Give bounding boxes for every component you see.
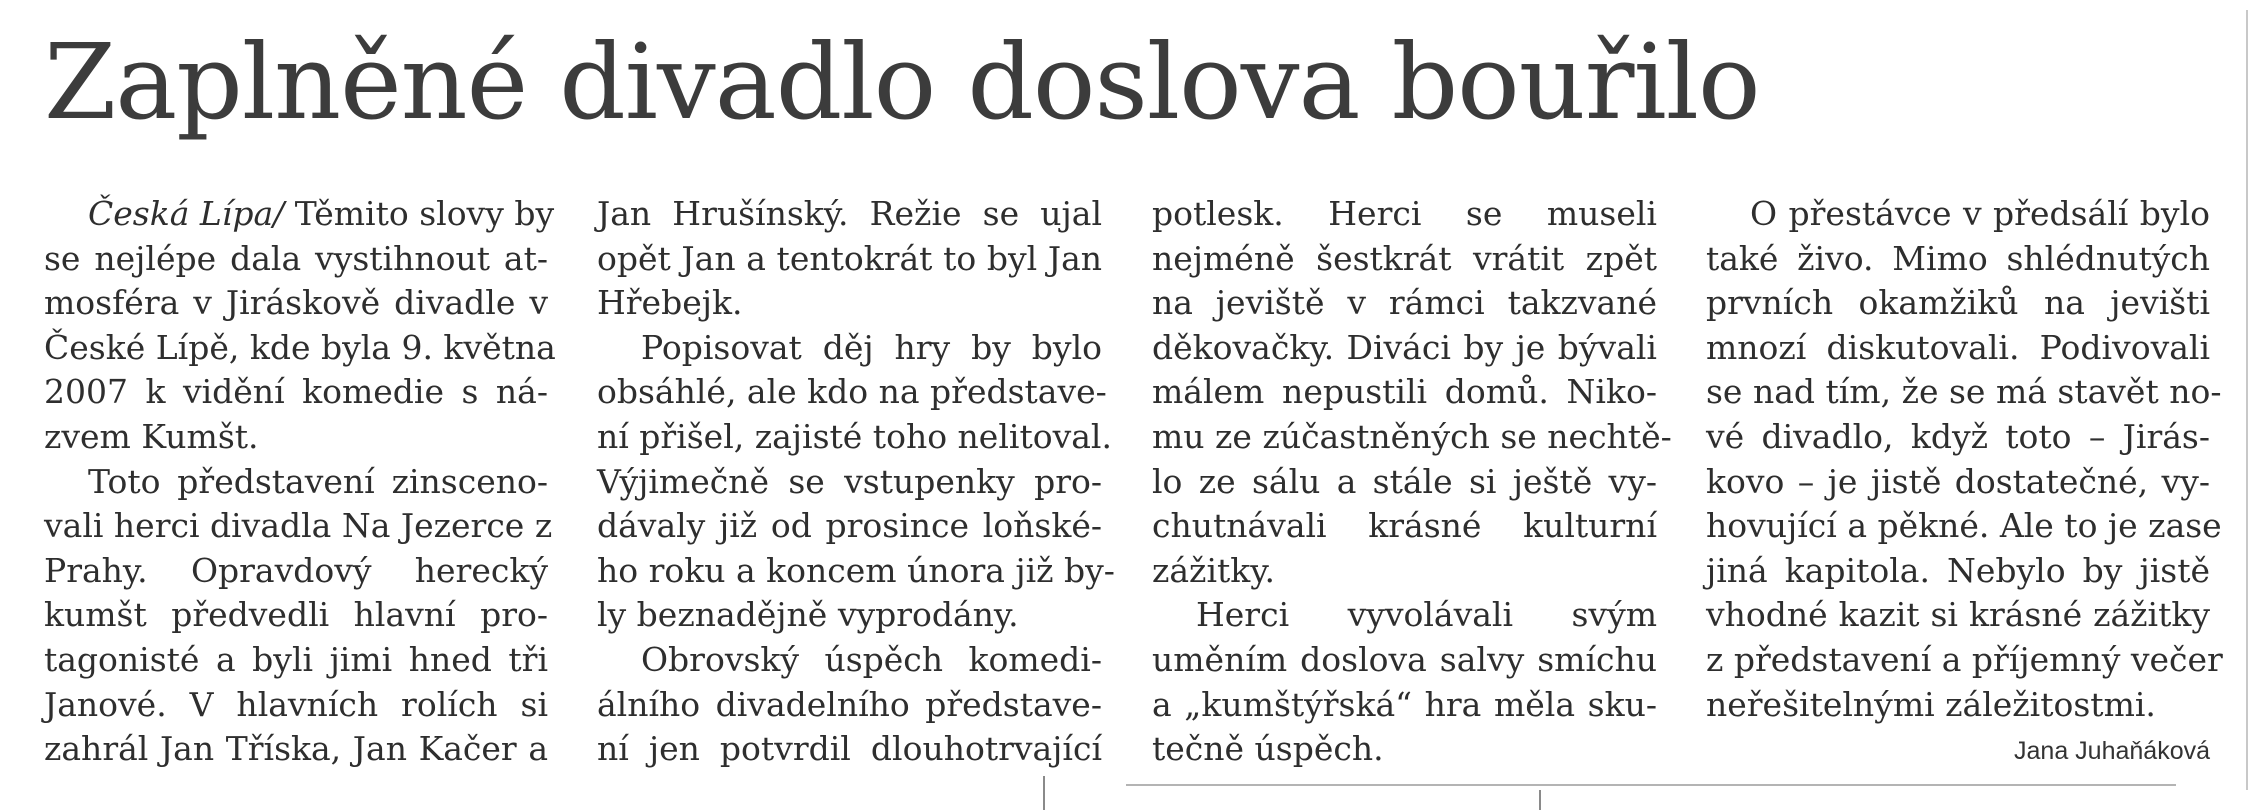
text-line: nejméně šestkrát vrátit zpět <box>1152 238 1657 278</box>
text-line: álního divadelního představe- <box>597 684 1102 724</box>
text-line: obsáhlé, ale kdo na představe- <box>597 372 1107 412</box>
text-line: neřešitelnými záležitostmi. <box>1706 684 2156 724</box>
text-line: lo ze sálu a stále si ještě vy- <box>1152 461 1657 501</box>
text-line: se nejlépe dala vystihnout at- <box>44 238 548 278</box>
text-line: ho roku a koncem února již by- <box>597 550 1115 590</box>
text-line: Hřebejk. <box>597 283 743 323</box>
text-line: vhodné kazit si krásné zážitky <box>1706 595 2210 635</box>
text-line: zahrál Jan Tříska, Jan Kačer a <box>44 729 548 769</box>
text-line: tagonisté a byli jimi hned tři <box>44 639 548 679</box>
text-line: mnozí diskutovali. Podivovali <box>1706 327 2210 367</box>
dateline: Česká Lípa/ <box>88 194 285 233</box>
text-line: tečně úspěch. <box>1152 729 1384 769</box>
text-line: vé divadlo, když toto – Jirás- <box>1706 416 2210 456</box>
text-line: a „kumštýřská“ hra měla sku- <box>1152 684 1657 724</box>
text-line: chutnávali krásné kulturní <box>1152 506 1657 546</box>
headline: Zaplněné divadlo doslova bouřilo <box>44 21 1760 143</box>
text-line: na jeviště v rámci takzvané <box>1152 283 1657 323</box>
text-line: Toto představení zinsceno- <box>88 461 548 501</box>
byline: Jana Juhaňáková <box>2014 737 2210 765</box>
text-line: mosféra v Jiráskově divadle v <box>44 283 548 323</box>
text-line: prvních okamžiků na jevišti <box>1706 283 2210 323</box>
text-line: ly beznadějně vyprodány. <box>597 595 1019 635</box>
text-line: zvem Kumšt. <box>44 416 259 456</box>
text-line: Janové. V hlavních rolích si <box>44 684 548 724</box>
article-column-2 <box>597 192 1115 772</box>
text-line: opět Jan a tentokrát to byl Jan <box>597 238 1102 278</box>
column-rule <box>1539 790 1541 810</box>
text-line: také živo. Mimo shlédnutých <box>1706 238 2210 278</box>
text-line: kovo – je jistě dostatečné, vy- <box>1706 461 2210 501</box>
text-line: ní přišel, zajisté toho nelitoval. <box>597 416 1112 456</box>
text-line: hovující a pěkné. Ale to je zase <box>1706 506 2222 546</box>
column-rule <box>1043 776 1045 810</box>
text-line: dávaly již od prosince loňské- <box>597 506 1102 546</box>
article-column-3 <box>1152 192 1672 772</box>
text-line: Herci vyvolávali svým <box>1196 595 1657 635</box>
text-line: málem nepustili domů. Niko- <box>1152 372 1657 412</box>
bottom-rule <box>1126 784 2176 786</box>
text-line <box>44 192 555 237</box>
text-line: z představení a příjemný večer <box>1706 639 2223 679</box>
text-line: Popisovat děj hry by bylo <box>641 327 1102 367</box>
text-line: potlesk. Herci se museli <box>1152 194 1657 233</box>
text-line: zážitky. <box>1152 550 1276 590</box>
text-line: České Lípě, kde byla 9. května <box>44 327 556 367</box>
text-line: Obrovský úspěch komedi- <box>641 639 1102 679</box>
text-line: vali herci divadla Na Jezerce z <box>44 506 553 546</box>
text-line: děkovačky. Diváci by je bývali <box>1152 327 1657 367</box>
text-line: 2007 k vidění komedie s ná- <box>44 372 548 412</box>
text-line: ní jen potvrdil dlouhotrvající <box>597 729 1102 769</box>
text-line: se nad tím, že se má stavět no- <box>1706 372 2222 412</box>
edge-rule <box>2246 10 2248 790</box>
text-line: Prahy. Opravdový herecký <box>44 550 548 590</box>
text-line: kumšt předvedli hlavní pro- <box>44 595 548 635</box>
text-line: Výjimečně se vstupenky pro- <box>597 461 1102 501</box>
text-line: jiná kapitola. Nebylo by jistě <box>1706 550 2210 590</box>
text-line: mu ze zúčastněných se nechtě- <box>1152 416 1672 456</box>
article-column-1 <box>44 192 556 772</box>
text-line: Jan Hrušínský. Režie se ujal <box>597 194 1102 233</box>
text-line: O přestávce v předsálí bylo <box>1750 194 2210 233</box>
article-column-4 <box>1706 192 2223 727</box>
text-run: Těmito slovy by <box>284 194 555 233</box>
text-line: uměním doslova salvy smíchu <box>1152 639 1657 679</box>
